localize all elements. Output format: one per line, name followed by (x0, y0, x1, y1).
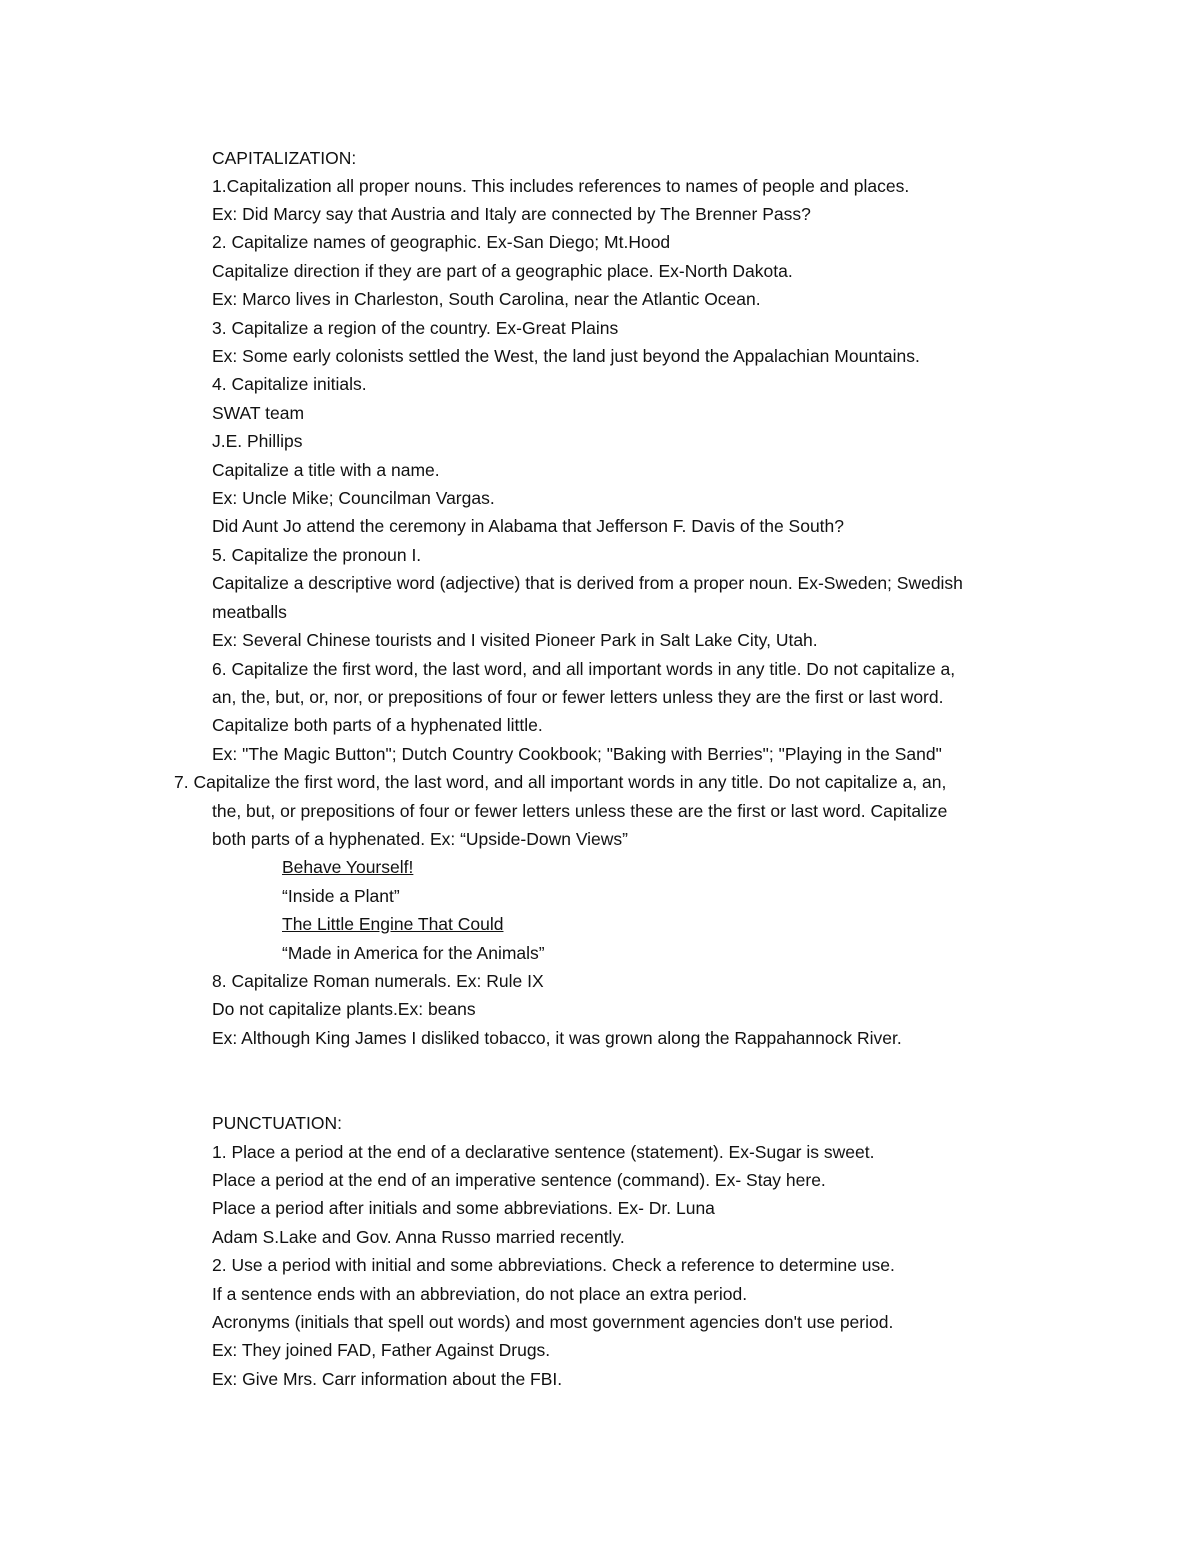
text-line: the, but, or prepositions of four or fewer letters unless these are the first or last word. Capitalize (212, 801, 948, 821)
text-line: Adam S.Lake and Gov. Anna Russo married recently. (212, 1227, 625, 1247)
text-line: Ex: Uncle Mike; Councilman Vargas. (212, 488, 495, 508)
underlined-title: Behave Yourself! (282, 857, 414, 877)
text-line: Do not capitalize plants.Ex: beans (212, 999, 476, 1019)
text-line: SWAT team (212, 403, 305, 423)
text-line: 1. Place a period at the end of a declarative sentence (statement). Ex-Sugar is sweet. (212, 1142, 875, 1162)
punctuation-heading: PUNCTUATION: (212, 1113, 342, 1133)
text-line: 6. Capitalize the first word, the last word, and all important words in any title. Do not capitalize a, (212, 659, 956, 679)
text-line: Capitalize a descriptive word (adjective) that is derived from a proper noun. Ex-Sweden; Swedish (212, 573, 963, 593)
text-line: meatballs (212, 602, 287, 622)
text-line: Ex: Although King James I disliked tobacco, it was grown along the Rappahannock River. (212, 1028, 902, 1048)
text-line: Ex: Give Mrs. Carr information about the FBI. (212, 1369, 563, 1389)
text-line: J.E. Phillips (212, 431, 303, 451)
text-line: 8. Capitalize Roman numerals. Ex: Rule IX (212, 971, 544, 991)
text-line: Capitalize both parts of a hyphenated little. (212, 715, 543, 735)
numbered-item-7: 7. Capitalize the first word, the last word, and all important words in any title. Do not capitalize a, an, (174, 772, 947, 792)
underlined-title: The Little Engine That Could (282, 914, 504, 934)
text-line: 2. Use a period with initial and some abbreviations. Check a reference to determine use. (212, 1255, 895, 1275)
text-line: 5. Capitalize the pronoun I. (212, 545, 422, 565)
text-line: Ex: Some early colonists settled the West, the land just beyond the Appalachian Mountains. (212, 346, 920, 366)
text-line: Ex: Several Chinese tourists and I visited Pioneer Park in Salt Lake City, Utah. (212, 630, 818, 650)
text-line: 4. Capitalize initials. (212, 374, 367, 394)
text-line: Ex: Marco lives in Charleston, South Carolina, near the Atlantic Ocean. (212, 289, 761, 309)
text-line: Place a period at the end of an imperative sentence (command). Ex- Stay here. (212, 1170, 826, 1190)
text-line: Capitalize a title with a name. (212, 460, 440, 480)
quoted-title: “Made in America for the Animals” (282, 943, 545, 963)
text-line: both parts of a hyphenated. Ex: “Upside-Down Views” (212, 829, 629, 849)
text-line: Place a period after initials and some abbreviations. Ex- Dr. Luna (212, 1198, 715, 1218)
text-line: Ex: "The Magic Button"; Dutch Country Cookbook; "Baking with Berries"; "Playing in the Sand" (212, 744, 942, 764)
text-line: an, the, but, or, nor, or prepositions of four or fewer letters unless they are the first or last word. (212, 687, 944, 707)
text-line: Ex: They joined FAD, Father Against Drugs. (212, 1340, 551, 1360)
text-line: Did Aunt Jo attend the ceremony in Alabama that Jefferson F. Davis of the South? (212, 516, 844, 536)
text-line: If a sentence ends with an abbreviation, do not place an extra period. (212, 1284, 748, 1304)
text-line: Ex: Did Marcy say that Austria and Italy are connected by The Brenner Pass? (212, 204, 811, 224)
text-line: 1.Capitalization all proper nouns. This includes references to names of people and places. (212, 176, 910, 196)
text-line: Acronyms (initials that spell out words) and most government agencies don't use period. (212, 1312, 894, 1332)
text-line: 3. Capitalize a region of the country. Ex-Great Plains (212, 318, 619, 338)
text-line: 2. Capitalize names of geographic. Ex-San Diego; Mt.Hood (212, 232, 671, 252)
capitalization-heading: CAPITALIZATION: (212, 148, 357, 168)
quoted-title: “Inside a Plant” (282, 886, 400, 906)
text-line: Capitalize direction if they are part of a geographic place. Ex-North Dakota. (212, 261, 793, 281)
